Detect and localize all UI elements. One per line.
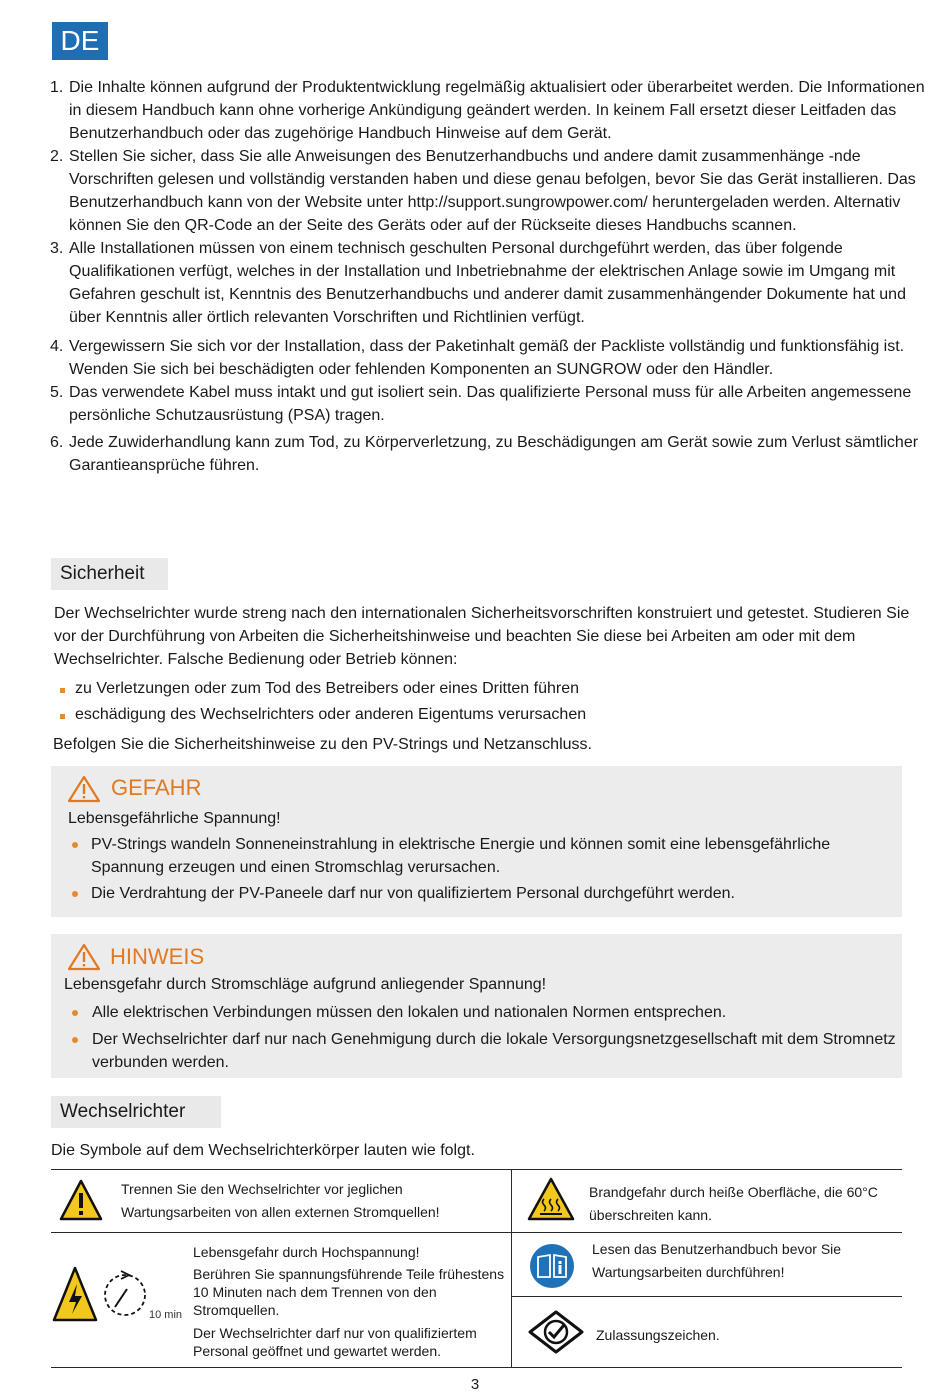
high-voltage-text: Berühren Sie spannungsführende Teile frühestens 10 Minuten nach dem Trennen von den Stromquellen. [193, 1266, 505, 1318]
list-item [50, 145, 930, 237]
manual-book-icon [529, 1243, 575, 1289]
item-text: Jede Zuwiderhandlung kann zum Tod, zu Körperverletzung, zu Beschädigungen am Gerät sowie zum Verlust sämtlicher Garantieansprüche führen. [69, 434, 919, 474]
danger-bullet: Die Verdrahtung der PV-Paneele darf nur von qualifiziertem Personal durchgeführt werden. [91, 885, 735, 902]
manual-text: Lesen das Benutzerhandbuch bevor Sie Wartungsarbeiten durchführen! [592, 1241, 842, 1280]
notice-bullet: Alle elektrischen Verbindungen müssen den lokalen und nationalen Normen entsprechen. [92, 1004, 727, 1021]
bullet-dot [72, 1037, 78, 1043]
table-divider [511, 1169, 512, 1367]
notice-bullet: Der Wechselrichter darf nur nach Genehmigung durch die lokale Versorgungsnetzgesellschaft mit dem Stromnetz verbunden werden. [92, 1031, 896, 1071]
warning-sign-icon [59, 1179, 103, 1221]
item-number: 3. [50, 240, 64, 257]
approval-mark-text: Zulassungszeichen. [596, 1327, 720, 1343]
danger-subtitle: Lebensgefährliche Spannung! [68, 810, 281, 827]
list-item [50, 431, 930, 477]
high-voltage-icon [52, 1266, 98, 1322]
item-number: 5. [50, 384, 64, 401]
high-voltage-text: Lebensgefahr durch Hochspannung! [193, 1244, 420, 1260]
danger-box [51, 766, 902, 917]
page-number: 3 [470, 1376, 480, 1393]
table-rule [511, 1296, 902, 1297]
notice-subtitle: Lebensgefahr durch Stromschläge aufgrund anliegender Spannung! [64, 976, 547, 993]
list-item [50, 381, 930, 427]
bullet-dot [72, 1010, 78, 1016]
inverter-heading: Wechselrichter [51, 1096, 221, 1128]
intro-list [50, 76, 930, 477]
item-number: 6. [50, 434, 64, 451]
warning-triangle-icon [67, 943, 101, 971]
danger-title: GEFAHR [111, 775, 202, 800]
inverter-intro: Die Symbole auf dem Wechselrichterkörper lauten wie folgt. [51, 1142, 475, 1159]
safety-intro: Der Wechselrichter wurde streng nach den internationalen Sicherheitsvorschriften konstruiert und getestet. Studieren Sie vor der Durchführung von Arbeiten die Sicherheitshinweise und beachten Sie diese bei Arbeiten am oder mit dem Wechselrichter. Falsche Bedienung oder Betrieb können: [54, 605, 910, 668]
list-item [50, 335, 930, 381]
table-rule [51, 1169, 902, 1170]
item-text: Stellen Sie sicher, dass Sie alle Anweisungen des Benutzerhandbuchs und andere damit zusammenhänge -nde Vorschriften gelesen und vollständig verstanden haben und diese genau befolgen, bevor Sie das Gerät installieren. Das Benutzerhandbuch kann von der Website unter http://support.sungrowpower.com/ heruntergeladen werden. Alternativ können Sie den QR-Code an der Seite des Geräts oder auf der Rückseite dieses Handbuchs scannen. [69, 148, 916, 234]
bullet-square [60, 688, 65, 693]
item-number: 2. [50, 148, 64, 165]
rcm-mark-icon [527, 1309, 585, 1355]
timer-icon [101, 1267, 151, 1321]
item-text: Die Inhalte können aufgrund der Produktentwicklung regelmäßig aktualisiert oder überarbeitet werden. Die Informationen in diesem Handbuch kann ohne vorherige Ankündigung geändert werden. In keinem Fall ersetzt dieser Leitfaden das Benutzerhandbuch oder das zugehörige Handbuch Hinweise auf dem Gerät. [69, 79, 925, 142]
warning-triangle-icon [67, 775, 101, 803]
list-item [50, 237, 930, 329]
bullet-dot [72, 891, 78, 897]
item-number: 1. [50, 79, 64, 96]
disconnect-text: Trennen Sie den Wechselrichter vor jeglichen Wartungsarbeiten von allen externen Stromquellen! [121, 1181, 440, 1220]
notice-title: HINWEIS [110, 944, 205, 969]
item-text: Alle Installationen müssen von einem technisch geschulten Personal durchgeführt werden, das über folgende Qualifikationen verfügt, welches in der Installation und Inbetriebnahme der elektrischen Anlage sowie im Umgang mit Gefahren geschult ist, Kenntnis des Benutzerhandbuchs und anderer damit zusammenhängender Dokumente hat und über Kenntnis aller örtlich relevanten Vorschriften und Richtlinien verfügt. [69, 240, 906, 326]
safety-bullet: zu Verletzungen oder zum Tod des Betreibers oder eines Dritten führen [75, 680, 579, 697]
danger-bullet: PV-Strings wandeln Sonneneinstrahlung in elektrische Energie und können somit eine lebensgefährliche Spannung erzeugen und einen Stromschlag verursachen. [91, 836, 831, 876]
list-item [50, 76, 930, 145]
bullet-square [60, 714, 65, 719]
item-text: Vergewissern Sie sich vor der Installation, dass der Paketinhalt gemäß der Packliste vollständig und funktionsfähig ist. Wenden Sie sich bei beschädigten oder fehlenden Komponenten an SUNGROW oder den Händler. [69, 338, 905, 378]
hot-surface-text: Brandgefahr durch heiße Oberfläche, die 60°C überschreiten kann. [589, 1184, 878, 1223]
language-badge: DE [52, 22, 108, 60]
high-voltage-text: Der Wechselrichter darf nur von qualifiziertem Personal geöffnet und gewartet werden. [193, 1325, 477, 1359]
item-number: 4. [50, 338, 64, 355]
safety-outro: Befolgen Sie die Sicherheitshinweise zu den PV-Strings und Netzanschluss. [53, 736, 592, 753]
item-text: Das verwendete Kabel muss intakt und gut isoliert sein. Das qualifizierte Personal muss für alle Arbeiten angemessene persönliche Schutzausrüstung (PSA) tragen. [69, 384, 912, 424]
table-rule [51, 1367, 902, 1368]
safety-bullet: eschädigung des Wechselrichters oder anderen Eigentums verursachen [75, 706, 587, 723]
notice-box [51, 934, 902, 1078]
hot-surface-icon [527, 1177, 575, 1221]
table-rule [51, 1232, 902, 1233]
bullet-dot [72, 842, 78, 848]
safety-heading: Sicherheit [51, 558, 168, 590]
timer-label: 10 min [149, 1309, 183, 1321]
